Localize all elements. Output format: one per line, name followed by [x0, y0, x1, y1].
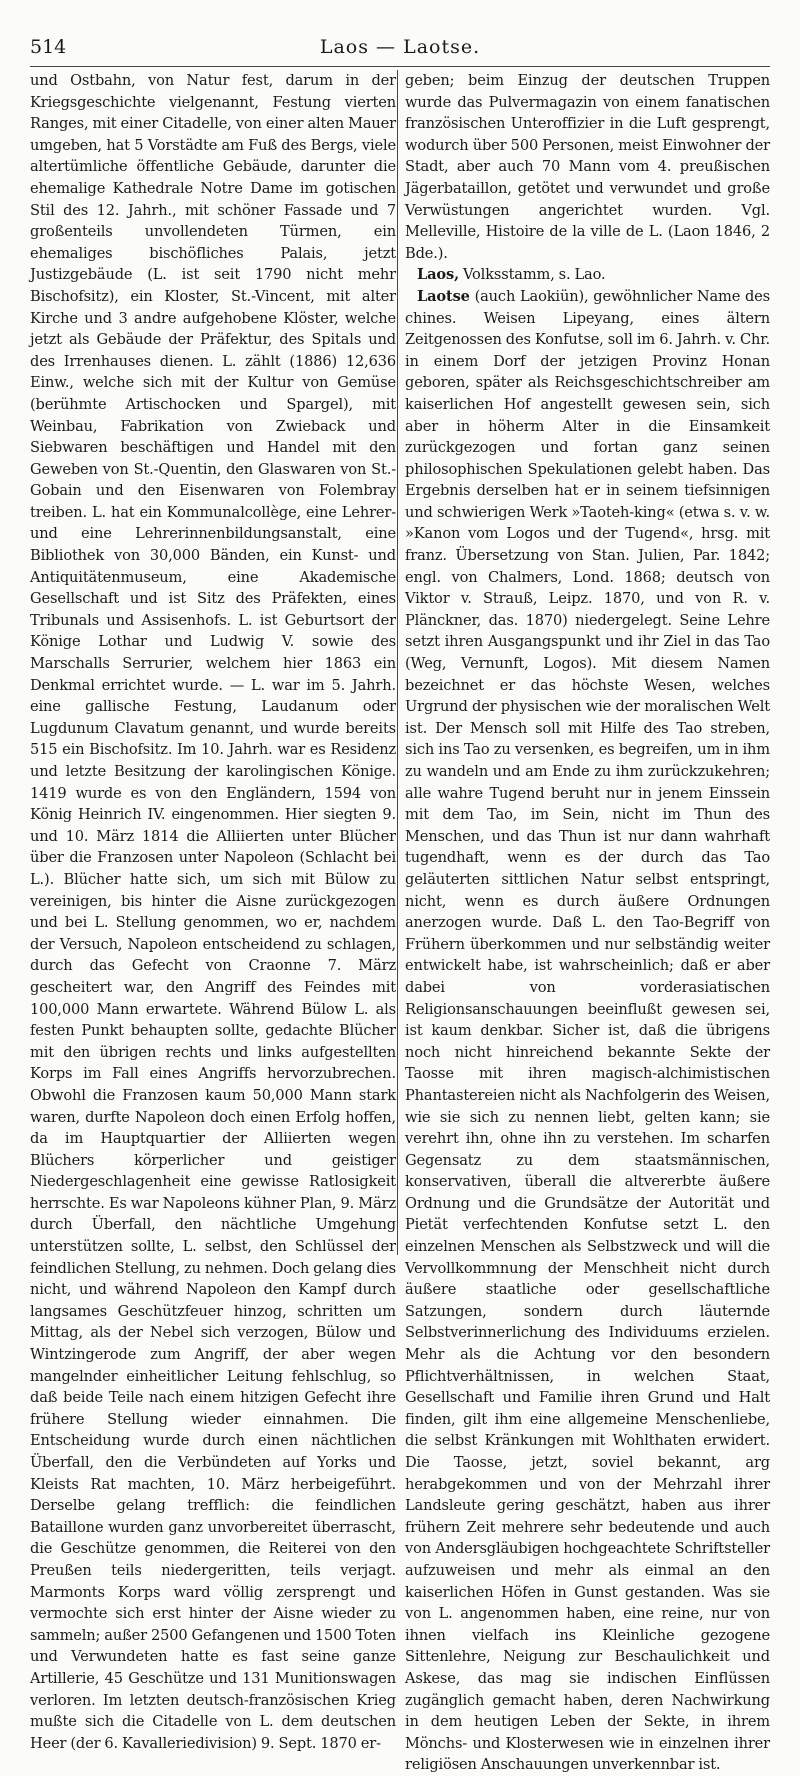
right-column [405, 70, 770, 1774]
running-title: Laos — Laotse. [319, 36, 481, 58]
header-rule [30, 66, 770, 67]
left-column [30, 70, 396, 1752]
entry-laos-text: Volksstamm, s. Lao. [459, 266, 606, 284]
page-number: 514 [30, 36, 67, 58]
entry-laotse-headword: Laotse [417, 287, 470, 305]
entry-laotse [405, 286, 770, 1776]
page-header [30, 36, 770, 62]
column-divider [397, 70, 398, 1255]
entry-laos [405, 264, 770, 286]
article-laon-end: geben; beim Einzug der deutschen Truppen wurde das Pulvermagazin von einem fanatischen französischen Unteroffizier in die Luft gesprengt, wodurch über 500 Personen, meist Einwohner der Stadt, aber auch 70 Mann vom 4. preußischen Jägerbataillon, getötet und verwundet und große Verwüstungen angerichtet wurden. Vgl. Melleville, Histoire de la ville de L. (Laon 1846, 2 Bde.). [405, 72, 770, 262]
article-laon-continuation: und Ostbahn, von Natur fest, darum in der Kriegsgeschichte vielgenannt, Festung vierten Ranges, mit einer Citadelle, von einer alten Mauer umgeben, hat 5 Vorstädte am Fuß des Bergs, viele altertümliche öffentliche Gebäude, darunter die ehemalige Kathedrale Notre Dame im gotischen Stil des 12. Jahrh., mit schöner Fassade und 7 großenteils unvollendeten Türmen, ein ehemaliges bischöfliches Palais, jetzt Justizgebäude (L. ist seit 1790 nicht mehr Bischofsitz), ein Kloster, St.-Vincent, mit alter Kirche und 3 andre aufgehobene Klöster, welche jetzt als Gebäude der Präfektur, des Spitals und des Irrenhauses dienen. L. zählt (1886) 12,636 Einw., welche sich mit der Kultur von Gemüse (berühmte Artischocken und Spargel), mit Weinbau, Fabrikation von Zwieback und Siebwaren beschäftigen und Handel mit den Geweben von St.-Quentin, den Glaswaren von St.-Gobain und den Eisenwaren von Folembray treiben. L. hat ein Kommunalcollège, eine Lehrer- und eine Lehrerinnenbildungsanstalt, eine Bibliothek von 30,000 Bänden, ein Kunst- und Antiquitätenmuseum, eine Akademische Gesellschaft und ist Sitz des Präfekten, eines Tribunals und Assisenhofs. L. ist Geburtsort der Könige Lothar und Ludwig V. sowie des Marschalls Serrurier, welchem hier 1863 ein Denkmal errichtet wurde. — L. war im 5. Jahrh. eine gallische Festung, Laudanum oder Lugdunum Clavatum genannt, und wurde bereits 515 ein Bischofsitz. Im 10. Jahrh. war es Residenz und letzte Besitzung der karolingischen Könige. 1419 wurde es von den Engländern, 1594 von König Heinrich IV. eingenommen. Hier siegten 9. und 10. März 1814 die Alliierten unter Blücher über die Franzosen unter Napoleon (Schlacht bei L.). Blücher hatte sich, um sich mit Bülow zu vereinigen, bis hinter die Aisne zurückgezogen und bei L. Stellung genommen, wo er, nachdem der Versuch, Napoleon entscheidend zu schlagen, durch das Gefecht von Craonne 7. März gescheitert war, den Angriff des Feindes mit 100,000 Mann erwartete. Während Bülow L. als festen Punkt behaupten sollte, gedachte Blücher mit den übrigen rechts und links aufgestellten Korps im Fall eines Angriffs hervorzubrechen. Obwohl die Franzosen kaum 50,000 Mann stark waren, durfte Napoleon doch einen Erfolg hoffen, da im Hauptquartier der Alliierten wegen Blüchers körperlicher und geistiger Niedergeschlagenheit eine gewisse Ratlosigkeit herrschte. Es war Napoleons kühner Plan, 9. März durch Überfall, den nächtliche Umgehung unterstützen sollte, L. selbst, den Schlüssel der feindlichen Stellung, zu nehmen. Doch gelang dies nicht, und während Napoleon den Kampf durch langsames Geschützfeuer hinzog, schritten um Mittag, als der Nebel sich verzogen, Bülow und Wintzingerode zum Angriff, der aber wegen mangelnder einheitlicher Leitung fehlschlug, so daß beide Teile nach einem hitzigen Gefecht ihre frühere Stellung wieder einnahmen. Die Entscheidung wurde durch einen nächtlichen Überfall, den die Verbündeten auf Yorks und Kleists Rat machten, 10. März herbeigeführt. Derselbe gelang trefflich: die feindlichen Bataillone wurden ganz unvorbereitet überrascht, die Geschütze genommen, die Reiterei von den Preußen teils niedergeritten, teils verjagt. Marmonts Korps ward völlig zersprengt und vermochte sich erst hinter der Aisne wieder zu sammeln; außer 2500 Gefangenen und 1500 Toten und Verwundeten hatte es fast seine ganze Artillerie, 45 Geschütze und 131 Munitionswagen verloren. Im letzten deutsch-französischen Krieg mußte sich die Citadelle von L. dem deutschen Heer (der 6. Kavalleriedivision) 9. Sept. 1870 er- [30, 72, 396, 1752]
entry-laotse-text: (auch Laokiün), gewöhnlicher Name des chines. Weisen Lipeyang, eines ältern Zeitgenossen des Konfutse, soll im 6. Jahrh. v. Chr. in einem Dorf der jetzigen Provinz Honan geboren, später als Reichsgeschichtschreiber am kaiserlichen Hof angestellt gewesen sein, sich aber in höherm Alter in die Einsamkeit zurückgezogen und fortan ganz seinen philosophischen Spekulationen gelebt haben. Das Ergebnis derselben hat er in seinem tiefsinnigen und schwierigen Werk »Taoteh-king« (etwa s. v. w. »Kanon vom Logos und der Tugend«, hrsg. mit franz. Übersetzung von Stan. Julien, Par. 1842; engl. von Chalmers, Lond. 1868; deutsch von Viktor v. Strauß, Leipz. 1870, und von R. v. Plänckner, das. 1870) niedergelegt. Seine Lehre setzt ihren Ausgangspunkt und ihr Ziel in das Tao (Weg, Vernunft, Logos). Mit diesem Namen bezeichnet er das höchste Wesen, welches Urgrund der physischen wie der moralischen Welt ist. Der Mensch soll mit Hilfe des Tao streben, sich ins Tao zu versenken, es begreifen, um in ihm zu wandeln und am Ende zu ihm zurückzukehren; alle wahre Tugend beruht nur in jenem Einssein mit dem Tao, im Sein, nicht im Thun des Menschen, und das Thun ist nur dann wahrhaft tugendhaft, wenn es der durch das Tao geläuterten sittlichen Natur selbst entspringt, nicht, wenn es durch äußere Ordnungen anerzogen wurde. Daß L. den Tao-Begriff von Frühern überkommen und nur selbständig weiter entwickelt habe, ist wahrscheinlich; daß er aber dabei von vorderasiatischen Religionsanschauungen beeinflußt gewesen sei, ist kaum denkbar. Sicher ist, daß die übrigens noch nicht hinreichend bekannte Sekte der Taosse mit ihren magisch-alchimistischen Phantastereien nicht als Nachfolgerin des Weisen, wie sie sich zu nennen liebt, gelten kann; sie verehrt ihn, ohne ihn zu verstehen. Im scharfen Gegensatz zu dem staatsmännischen, konservativen, überall die altvererbte äußere Ordnung und die Grundsätze der Autorität und Pietät verfechtenden Konfutse setzt L. den einzelnen Menschen als Selbstzweck und will die Vervollkommnung der Menschheit nicht durch äußere staatliche oder gesellschaftliche Satzungen, sondern durch läuternde Selbstverinnerlichung des Individuums erzielen. Mehr als die Achtung vor den besondern Pflichtverhältnissen, in welchen Staat, Gesellschaft und Familie ihren Grund und Halt finden, gilt ihm eine allgemeine Menschenliebe, die selbst Kränkungen mit Wohlthaten erwidert. Die Taosse, jetzt, soviel bekannt, arg herabgekommen und von der Mehrzahl ihrer Landsleute gering geschätzt, haben aus ihrer frühern Zeit mehrere sehr bedeutende und auch von Andersgläubigen hochgeachtete Schriftsteller aufzuweisen und mehr als einmal an den kaiserlichen Höfen in Gunst gestanden. Was sie von L. angenommen haben, eine reine, nur von ihnen vielfach ins Kleinliche gezogene Sittenlehre, Neigung zur Beschaulichkeit und Askese, das mag sie indischen Einflüssen zugänglich gemacht haben, deren Nachwirkung in dem heutigen Leben der Sekte, in ihrem Mönchs- und Klosterwesen wie in einzelnen ihrer religiösen Anschauungen unverkennbar ist. [405, 287, 770, 1774]
entry-laos-headword: Laos, [417, 266, 459, 284]
